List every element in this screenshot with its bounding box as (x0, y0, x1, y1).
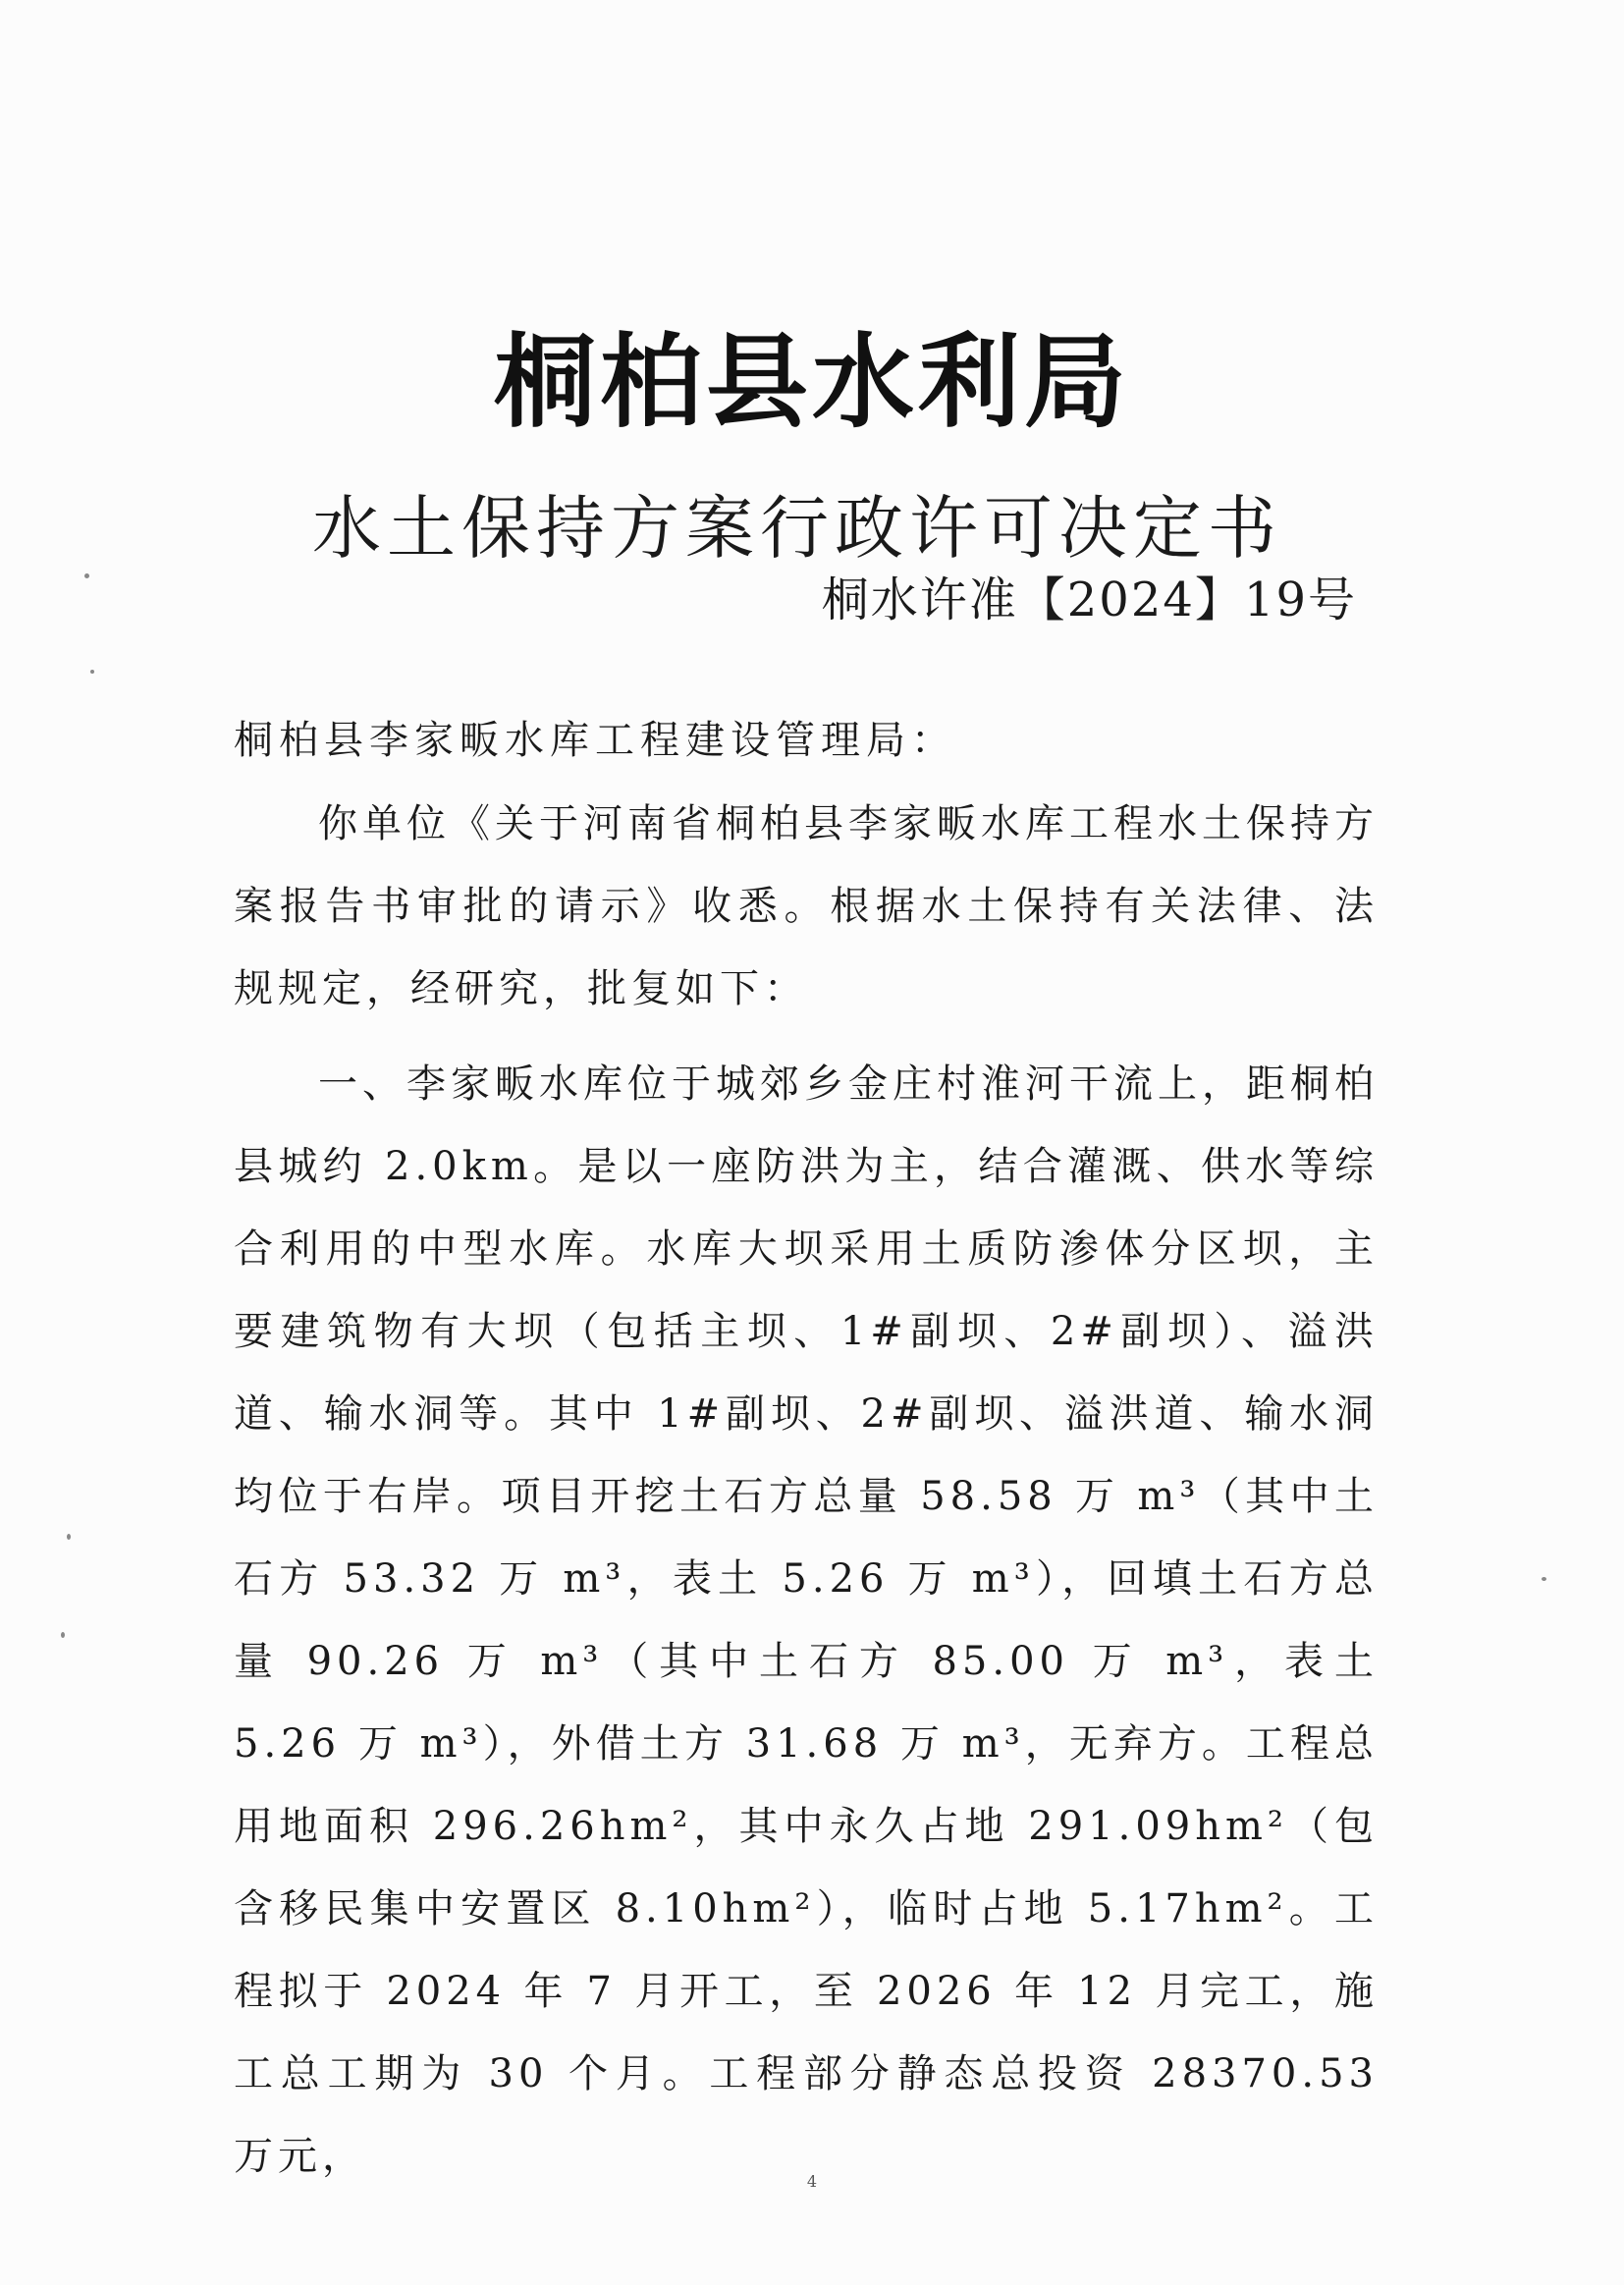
scan-speck (61, 1632, 65, 1638)
paragraph-project-overview: 一、李家畈水库位于城郊乡金庄村淮河干流上，距桐柏县城约 2.0km。是以一座防洪为主，结合灌溉、供水等综合利用的中型水库。水库大坝采用土质防渗体分区坝，主要建筑物有大坝（包括主坝、1#副坝、2#副坝）、溢洪道、输水洞等。其中 1#副坝、2#副坝、溢洪道、输水洞均位于右岸。项目开挖土石方总量 58.58 万 m³（其中土石方 53.32 万 m³，表土 5.26 万 m³），回填土石方总量 90.26 万 m³（其中土石方 85.00 万 m³，表土 5.26 万 m³），外借土方 31.68 万 m³，无弃方。工程总用地面积 296.26hm²，其中永久占地 291.09hm²（包含移民集中安置区 8.10hm²），临时占地 5.17hm²。工程拟于 2024 年 7 月开工，至 2026 年 12 月完工，施工总工期为 30 个月。工程部分静态总投资 28370.53 万元， (234, 1061, 1379, 2179)
page-number: 4 (806, 2172, 818, 2191)
scan-speck (84, 573, 89, 578)
paragraph-request-acknowledgement: 你单位《关于河南省桐柏县李家畈水库工程水土保持方案报告书审批的请示》收悉。根据水土保持有关法律、法规规定，经研究，批复如下： (234, 801, 1379, 1011)
document-title: 水土保持方案行政许可决定书 (312, 488, 1282, 569)
addressee: 桐柏县李家畈水库工程建设管理局： (234, 718, 956, 763)
document-number: 桐水许准【2024】19号 (821, 572, 1357, 627)
organization-title: 桐柏县水利局 (493, 322, 1130, 442)
scan-speck (67, 1534, 71, 1540)
scan-speck (1542, 1577, 1546, 1581)
scan-speck (90, 670, 94, 674)
